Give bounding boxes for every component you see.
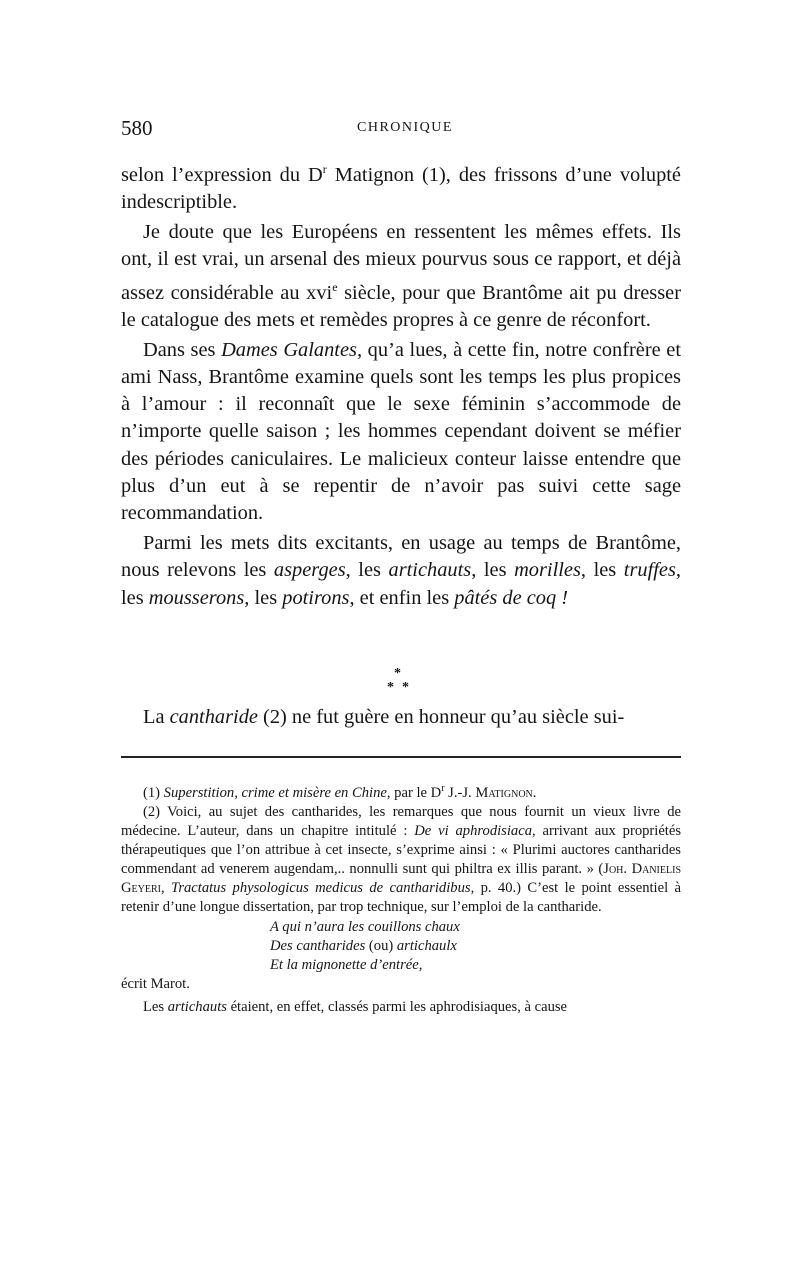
footnote-rule	[121, 756, 681, 758]
verse-line-2: Des cantharides (ou) artichaulx	[270, 937, 457, 954]
page-header	[121, 116, 681, 142]
paragraph-5: La cantharide (2) ne fut guère en honneur qu’au siècle sui-	[143, 706, 625, 728]
footnote-1: (1) Superstition, crime et misère en Chine, par le $D^r$ J.-J. Matignon.	[143, 783, 537, 801]
asterism-star-left: *	[387, 680, 394, 695]
asterism-star-top: *	[394, 666, 401, 681]
verse-attribution: écrit Marot.	[121, 975, 190, 992]
paragraph-2: Je doute que les Européens en ressentent les mêmes effets. Ils ont, il est vrai, un arsenal des mieux pourvus sous ce rapport, et déjà assez considérable au xvi$^e$ siècle, pour que Brantôme ait pu dresser le catalogue des mets et remèdes propres à ce genre de réconfort.	[121, 221, 682, 331]
footnote-continuation: Les artichauts étaient, en effet, classés parmi les aphrodisiaques, à cause	[143, 998, 568, 1015]
asterism-star-right: *	[402, 680, 409, 695]
footnotes	[121, 779, 681, 1017]
running-title: CHRONIQUE	[357, 120, 453, 135]
page-number: 580	[121, 116, 153, 140]
main-text	[121, 156, 681, 612]
footnote-2: (2) Voici, au sujet des cantharides, les remarques que nous fournit un vieux livre de médecine. L’auteur, dans un chapitre intitulé : De vi aphrodisiaca, arrivant aux propriétés thérapeutiques que l’on attribue à cet insecte, s’exprime ainsi : « Plurimi auctores cantharides commendant ad venerem augendam,.. nonnulli sunt qui philtra ex illis parant. » (Joh. Danielis Geyeri, Tractatus physologicus medicus de cantharidibus, p. 40.) C’est le point essentiel à retenir d’une longue dissertation, par trop technique, sur l’emploi de la cantharide.	[121, 803, 682, 916]
asterism	[380, 666, 420, 702]
paragraph-4: Parmi les mets dits excitants, en usage au temps de Brantôme, nous relevons les asperges, les artichauts, les morilles, les truffes, les mousserons, les potirons, et enfin les pâtés de coq !	[121, 532, 682, 609]
paragraph-3: Dans ses Dames Galantes, qu’a lues, à cette fin, notre confrère et ami Nass, Brantôme examine quels sont les temps les plus propices à l’amour : il reconnaît que le sexe féminin s’accommode de n’importe quelle saison ; les hommes cependant doivent se méfier des périodes caniculaires. Le malicieux conteur laisse entendre que plus d’un eut à se repentir de n’avoir pas suivi cette sage recommandation.	[121, 338, 682, 525]
verse-line-3: Et la mignonette d’entrée,	[270, 956, 423, 973]
paragraph-1: selon l’expression du $D^r$ Matignon (1), des frissons d’une volupté indescriptible.	[121, 162, 681, 213]
verse-line-1: A qui n’aura les couillons chaux	[270, 918, 460, 935]
